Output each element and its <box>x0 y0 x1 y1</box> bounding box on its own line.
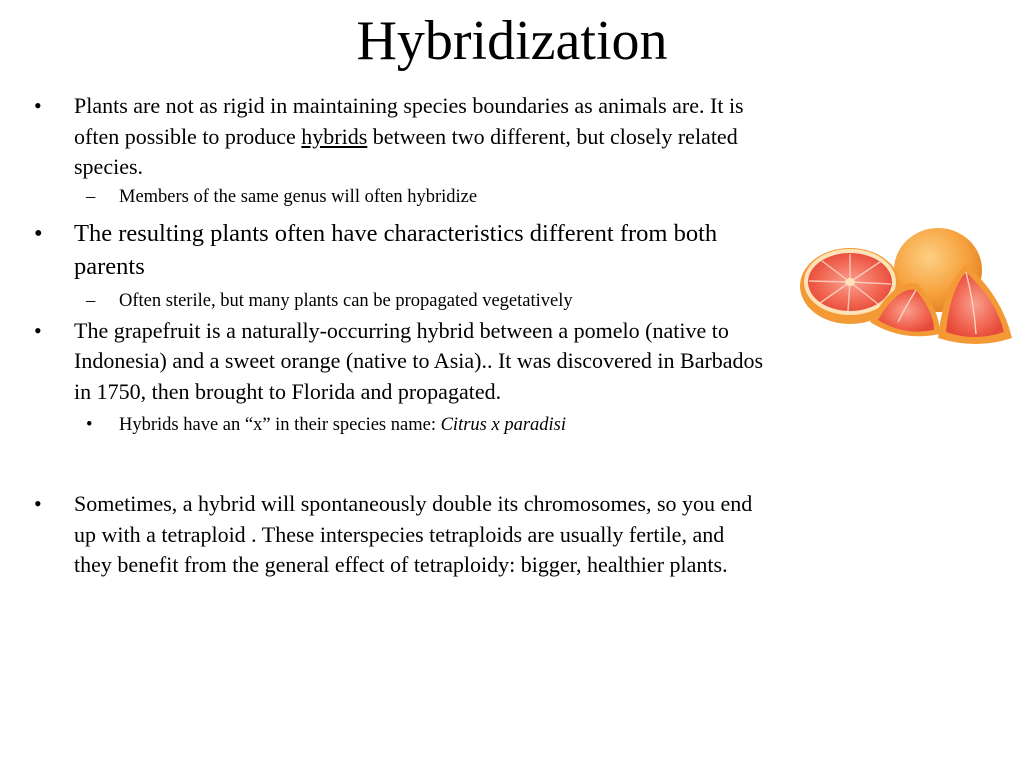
sub-bullet-genus <box>34 185 764 209</box>
bullet-text-end: between two different, but closely related species. <box>74 123 738 179</box>
bullet-characteristics <box>34 217 764 283</box>
sub-bullet-species-name <box>34 413 764 437</box>
bullet-marker-small: • <box>86 415 93 435</box>
sub-bullet-text: Hybrids have an “x” in their species name: <box>119 415 441 435</box>
bullet-marker: • <box>34 93 42 118</box>
bullet-text: The grapefruit is a naturally-occurring hybrid between a pomelo (native to Indonesia) and a sweet orange (native to Asia).. It was discovered in Barbados in 1750, then brought to Florida and propagated. <box>74 317 764 404</box>
hybrids-link[interactable]: hybrids <box>301 123 368 149</box>
dash-marker: – <box>86 186 96 207</box>
slide-title: Hybridization <box>356 10 668 72</box>
bullet-marker: • <box>34 317 42 343</box>
sub-bullet-text: Often sterile, but many plants can be propagated vegetatively <box>119 290 573 311</box>
dash-marker: – <box>86 290 96 311</box>
slide-content <box>34 91 764 581</box>
bullet-text: The resulting plants often have characteristics different from both parents <box>74 219 718 280</box>
bullet-text: Sometimes, a hybrid will spontaneously double its chromosomes, so you end up with a tetraploid . These interspecies tetraploids are usually fertile, and they benefit from the general effect of tetraploidy: bigger, healthier plants. <box>74 491 753 577</box>
bullet-marker: • <box>34 219 43 247</box>
bullet-marker: • <box>34 491 42 516</box>
sub-bullet-sterile <box>34 289 764 313</box>
bullet-tetraploid <box>34 489 764 581</box>
species-name: Citrus x paradisi <box>440 415 567 435</box>
bullet-grapefruit <box>34 316 764 408</box>
bullet-hybrids-intro <box>34 91 764 183</box>
bullet-text: Plants are not as rigid in maintaining species boundaries as animals are. It is often possible to produce <box>74 93 744 149</box>
grapefruit-image <box>798 226 1016 348</box>
sub-bullet-text: Members of the same genus will often hybridize <box>119 186 478 207</box>
